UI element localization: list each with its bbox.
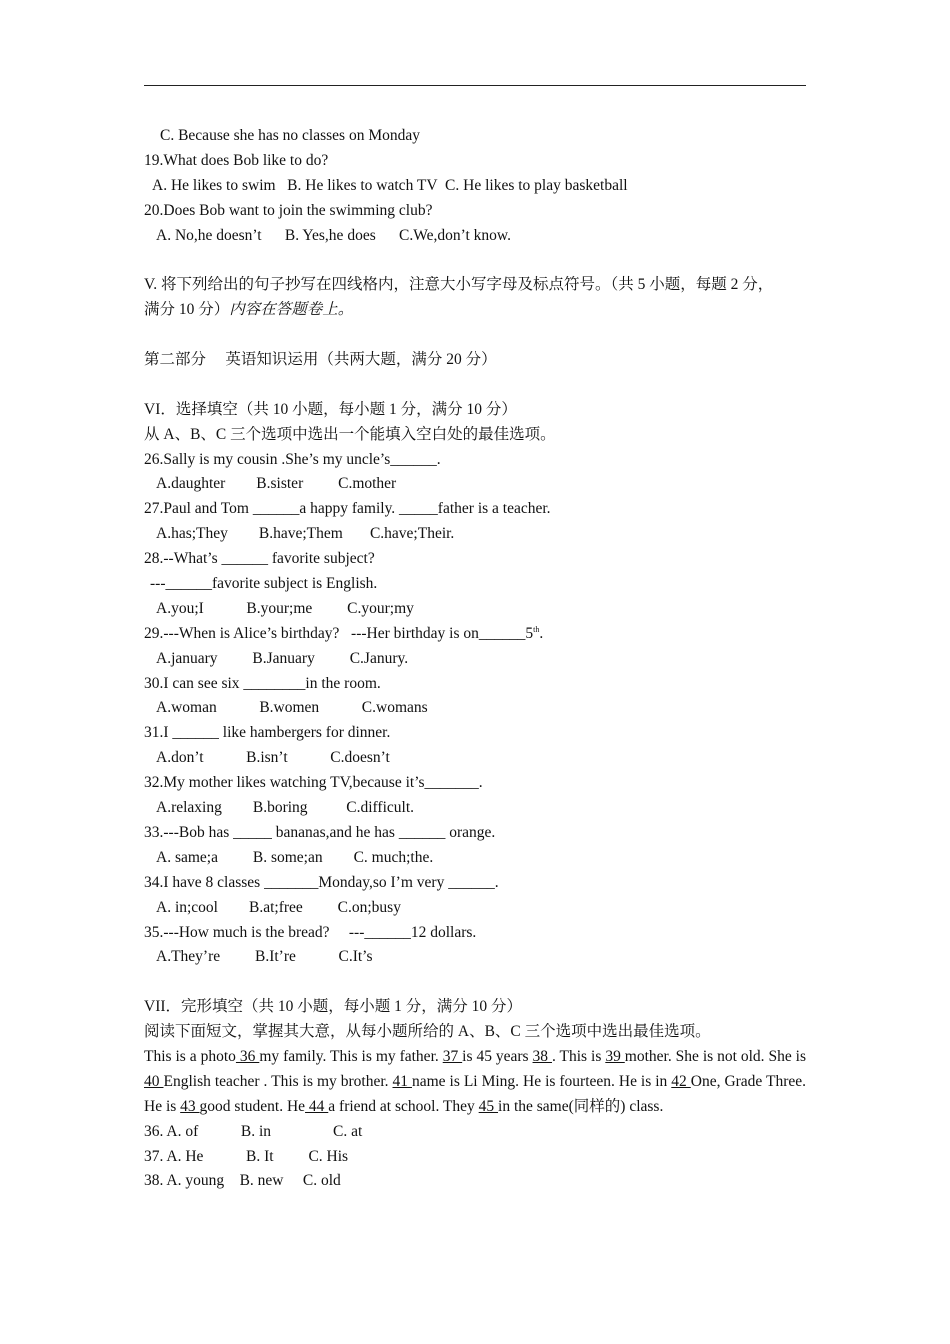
q29-end: .: [539, 624, 544, 642]
q20-question: 20.Does Bob want to join the swimming club?: [144, 201, 433, 219]
q28-question: 28.--What’s ______ favorite subject?: [144, 550, 375, 568]
q30-options: A.woman B.women C.womans: [156, 699, 428, 717]
section5-instruction: V. 将下列给出的句子抄写在四线格内，注意大小写字母及标点符号。（共 5 小题，每题 2 分，: [144, 276, 774, 294]
q27-question: 27.Paul and Tom ______a happy family. _____father is a teacher.: [144, 500, 551, 518]
header-rule: [144, 85, 806, 86]
section6-instruction: 从 A、B、C 三个选项中选出一个能填入空白处的最佳选项。: [144, 425, 556, 443]
q19-options: A. He likes to swim B. He likes to watch TV C. He likes to play basketball: [152, 176, 628, 194]
q35-question: 35.---How much is the bread? ---______12 dollars.: [144, 923, 477, 941]
q30-question: 30.I can see six ________in the room.: [144, 674, 381, 692]
blank-42: 42: [671, 1072, 691, 1090]
cloze-passage: This is a photo 36 my family. This is my father. 37 is 45 years 38 . This is 39 mother. She is not old. She is 40 English teacher . This is my brother. 41 name is Li Ming. He is fourteen. He is in 42 One, Grade Three. He is 43 good student. He 44 a friend at school. They 45 in the same(同样的) class.: [144, 1047, 807, 1115]
blank-40: 40: [144, 1072, 164, 1090]
q31-options: A.don’t B.isn’t C.doesn’t: [156, 749, 390, 767]
q34-options: A. in;cool B.at;free C.on;busy: [156, 898, 401, 916]
section5-instruction-cont: [144, 298, 806, 323]
q20-options: A. No,he doesn’t B. Yes,he does C.We,don’t know.: [156, 226, 511, 244]
exam-page-content: [144, 124, 806, 1194]
q29-options: A.january B.January C.Janury.: [156, 649, 409, 667]
section5-score: 满分 10 分）: [144, 301, 230, 319]
blank-39: 39: [605, 1047, 625, 1065]
q38-options: 38. A. young B. new C. old: [144, 1172, 341, 1190]
blank-37: 37: [442, 1047, 463, 1065]
q35-options: A.They’re B.It’re C.It’s: [156, 948, 373, 966]
q32-question: 32.My mother likes watching TV,because it’s_______.: [144, 774, 483, 792]
section7-instruction: 阅读下面短文，掌握其大意，从每小题所给的 A、B、C 三个选项中选出最佳选项。: [144, 1023, 711, 1041]
q28-options: A.you;I B.your;me C.your;my: [156, 599, 414, 617]
q29-superscript: th: [533, 624, 540, 634]
q18-option-c: C. Because she has no classes on Monday: [160, 127, 421, 144]
blank-45: 45: [478, 1097, 499, 1115]
blank-38: 38: [532, 1047, 552, 1065]
q36-options: 36. A. of B. in C. at: [144, 1122, 363, 1140]
blank-36: 36: [235, 1047, 260, 1065]
blank-41: 41: [392, 1072, 412, 1090]
q37-options: 37. A. He B. It C. His: [144, 1147, 349, 1165]
q19-question: 19.What does Bob like to do?: [144, 151, 329, 169]
q28-answer: ---______favorite subject is English.: [150, 575, 378, 593]
part2-title: 第二部分 英语知识运用（共两大题，满分 20 分）: [144, 351, 497, 369]
q32-options: A.relaxing B.boring C.difficult.: [156, 799, 415, 817]
section7-title: VII．完形填空（共 10 小题，每小题 1 分，满分 10 分）: [144, 998, 523, 1016]
q31-question: 31.I ______ like hambergers for dinner.: [144, 724, 391, 742]
q29-question: [144, 622, 806, 647]
blank-44: 44: [305, 1097, 329, 1115]
blank-43: 43: [180, 1097, 200, 1115]
section5-note: 内容在答题卷上。: [229, 301, 354, 319]
q27-options: A.has;They B.have;Them C.have;Their.: [156, 525, 455, 543]
q33-options: A. same;a B. some;an C. much;the.: [156, 848, 434, 866]
section6-title: VI．选择填空（共 10 小题，每小题 1 分，满分 10 分）: [144, 400, 517, 418]
q26-options: A.daughter B.sister C.mother: [156, 475, 397, 493]
q33-question: 33.---Bob has _____ bananas,and he has ______ orange.: [144, 823, 496, 841]
q26-question: 26.Sally is my cousin .She’s my uncle’s______.: [144, 450, 441, 468]
q34-question: 34.I have 8 classes _______Monday,so I’m very ______.: [144, 873, 499, 891]
q29-text: 29.---When is Alice’s birthday? ---Her birthday is on______5: [144, 624, 534, 642]
